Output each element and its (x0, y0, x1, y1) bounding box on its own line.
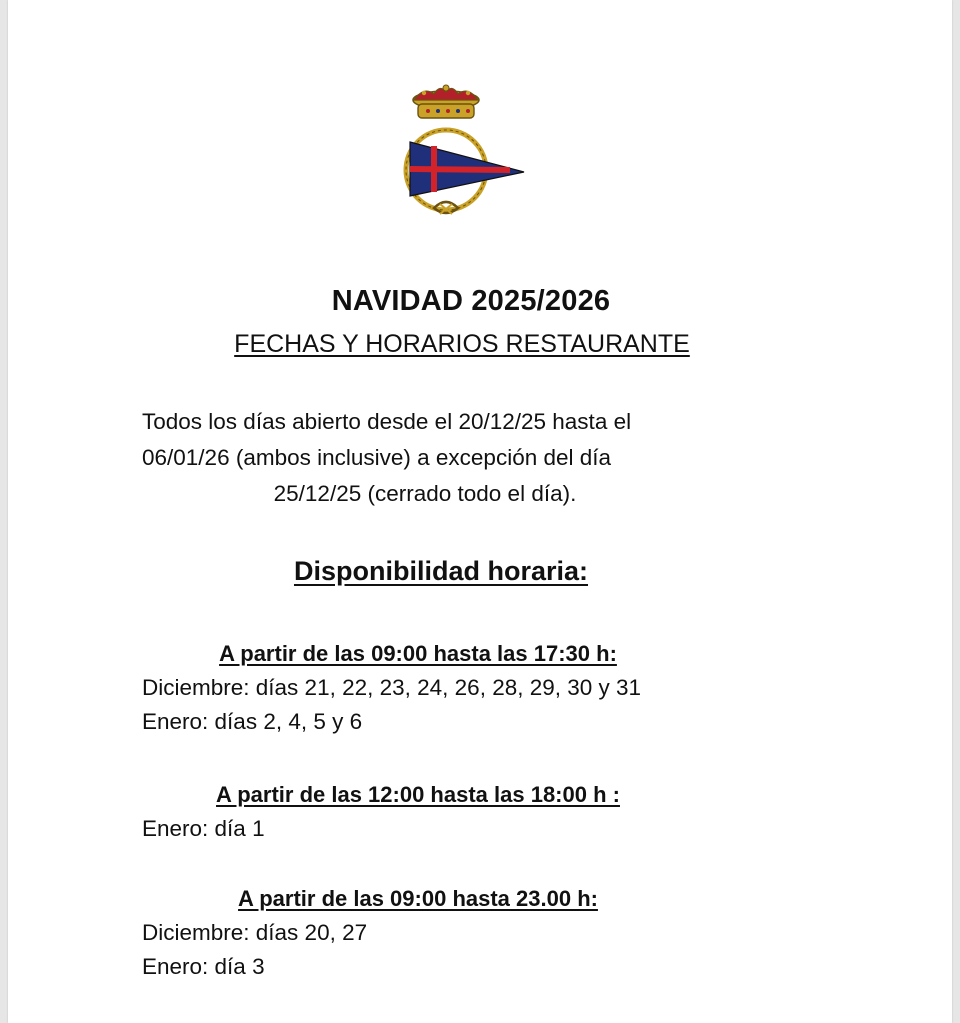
schedule-heading: A partir de las 09:00 hasta 23.00 h: (238, 886, 598, 911)
schedule-line: Enero: días 2, 4, 5 y 6 (142, 709, 363, 734)
section-title: Disponibilidad horaria: (293, 556, 589, 586)
intro-line: Todos los días abierto desde el 20/12/25 hasta el (142, 409, 632, 434)
schedule-line: Enero: día 1 (142, 816, 265, 841)
crown-icon (413, 85, 479, 118)
schedule-block (142, 778, 742, 846)
schedule-heading: A partir de las 12:00 hasta las 18:00 h : (216, 782, 620, 807)
schedule-line: Enero: día 3 (142, 954, 265, 979)
schedule-heading: A partir de las 09:00 hasta las 17:30 h: (219, 641, 617, 666)
schedule-block (142, 882, 742, 984)
schedule-line: Diciembre: días 20, 27 (142, 920, 368, 945)
schedule-line: Diciembre: días 21, 22, 23, 24, 26, 28, 29, 30 y 31 (142, 675, 642, 700)
intro-line: 25/12/25 (cerrado todo el día). (273, 481, 577, 506)
schedule-block (142, 637, 742, 739)
intro-paragraph (142, 404, 722, 512)
club-crest-icon (400, 84, 530, 224)
club-crest-graphic (400, 84, 530, 224)
document-page (8, 0, 952, 1023)
intro-line: 06/01/26 (ambos inclusive) a excepción del día (142, 445, 612, 470)
document-subtitle: FECHAS Y HORARIOS RESTAURANTE (234, 330, 690, 358)
pennant-icon (410, 142, 524, 196)
document-title: NAVIDAD 2025/2026 (331, 285, 611, 317)
